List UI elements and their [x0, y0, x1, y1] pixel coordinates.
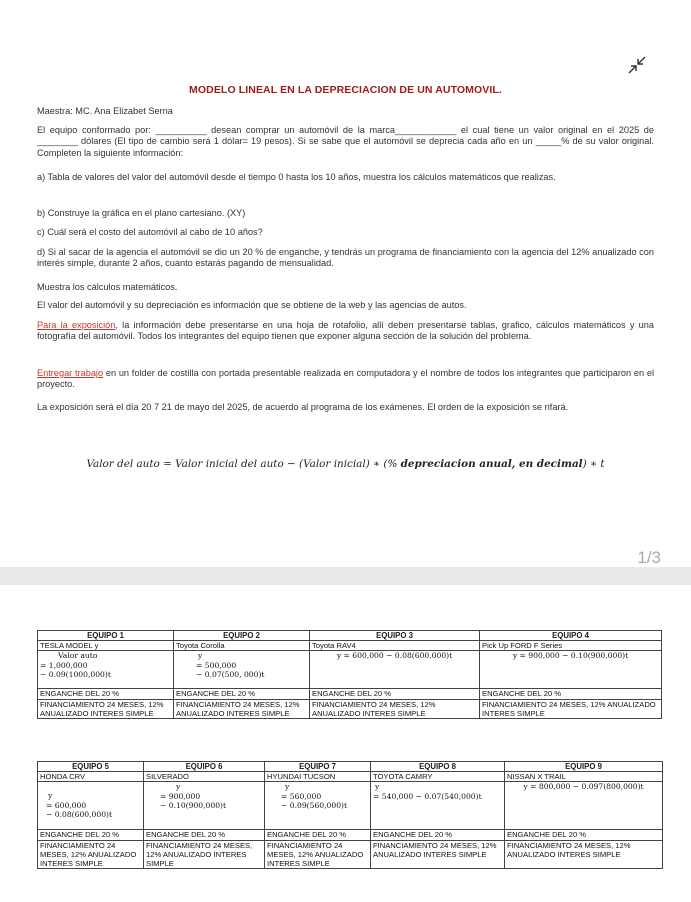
- down-payment-cell: ENGANCHE DEL 20 %: [310, 689, 480, 699]
- document-title: MODELO LINEAL EN LA DEPRECIACION DE UN AUTOMOVIL.: [189, 84, 502, 96]
- teacher-line: Maestra: MC. Ana Elizabet Serna: [37, 106, 173, 116]
- exposition-text: , la información debe presentarse en una hoja de rotafolio, allí deben presentarse tablas, grafico, cálculos matemáticos y una fotografía del automóvil. Todos los integrantes del equipo tienen que exponer alguna sección de la solución del problema.: [37, 320, 654, 342]
- deliver-paragraph: [37, 368, 654, 391]
- equation-cell: y = 560,000 − 0.09(560,000)t: [265, 782, 371, 830]
- table-row: [38, 762, 663, 772]
- car-model: Toyota RAV4: [310, 641, 480, 651]
- team-header: EQUIPO 2: [174, 631, 310, 641]
- car-model: TOYOTA CAMRY: [371, 772, 505, 782]
- finance-cell: FINANCIAMIENTO 24 MESES, 12% ANUALIZADO INTERES SIMPLE: [310, 699, 480, 718]
- down-payment-cell: ENGANCHE DEL 20 %: [480, 689, 662, 699]
- item-a: a) Tabla de valores del valor del automóvil desde el tiempo 0 hasta los 10 años, muestra los cálculos matemáticos que realizas.: [37, 172, 556, 182]
- team-header: EQUIPO 3: [310, 631, 480, 641]
- table-row: [38, 651, 662, 689]
- finance-cell: FINANCIAMIENTO 24 MESES, 12% ANUALIZADO INTERES SIMPLE: [38, 699, 174, 718]
- car-model: Pick Up FORD F Series: [480, 641, 662, 651]
- teams-table-1: [37, 630, 662, 719]
- down-payment-cell: ENGANCHE DEL 20 %: [265, 830, 371, 840]
- page-divider: [0, 567, 691, 585]
- table-row: [38, 699, 662, 718]
- date-paragraph: La exposición será el día 20 7 21 de mayo del 2025, de acuerdo al programa de los exámenes. El orden de la exposición se rifará.: [37, 402, 569, 412]
- team-header: EQUIPO 6: [144, 762, 265, 772]
- down-payment-cell: ENGANCHE DEL 20 %: [371, 830, 505, 840]
- equation-cell: y = 800,000 − 0.097(800,000)t: [505, 782, 663, 830]
- table-row: [38, 782, 663, 830]
- finance-cell: FINANCIAMIENTO 24 MESES, 12% ANUALIZADO INTERES SIMPLE: [480, 699, 662, 718]
- equation-cell: y = 500,000 − 0.07(500, 000)t: [174, 651, 310, 689]
- table-row: [38, 689, 662, 699]
- car-model: NISSAN X TRAIL: [505, 772, 663, 782]
- deliver-link[interactable]: Entregar trabajo: [37, 368, 104, 378]
- finance-cell: FINANCIAMIENTO 24 MESES, 12% ANUALIZADO INTERES SIMPLE: [505, 840, 663, 869]
- team-header: EQUIPO 1: [38, 631, 174, 641]
- car-model: HYUNDAI TUCSON: [265, 772, 371, 782]
- item-d: d) Si al sacar de la agencia el automóvil se dio un 20 % de enganche, y tendrás un programa de financiamiento con la agencia del 12% anualizado con interés simple, durante 2 años, cuanto estarás pagando de mensualidad.: [37, 247, 654, 269]
- finance-cell: FINANCIAMIENTO 24 MESES, 12% ANUALIZADO INTERES SIMPLE: [371, 840, 505, 869]
- team-header: EQUIPO 5: [38, 762, 144, 772]
- finance-cell: FINANCIAMIENTO 24 MESES, 12% ANUALIZADO INTERES SIMPLE: [174, 699, 310, 718]
- teams-table-2: [37, 761, 663, 869]
- team-header: EQUIPO 9: [505, 762, 663, 772]
- equation-cell: y = 540,000 − 0.07(540,000)t: [371, 782, 505, 830]
- depreciation-formula: Valor del auto = Valor inicial del auto − (Valor inicial) ∗ (% depreciacion anual, en decimal) ∗ t: [86, 458, 605, 470]
- finance-cell: FINANCIAMIENTO 24 MESES, 12% ANUALIZADO INTERES SIMPLE: [144, 840, 265, 869]
- exposition-paragraph: [37, 320, 654, 343]
- table-row: [38, 641, 662, 651]
- car-model: HONDA CRV: [38, 772, 144, 782]
- down-payment-cell: ENGANCHE DEL 20 %: [38, 689, 174, 699]
- exit-fullscreen-icon: [627, 55, 647, 75]
- item-c: c) Cuál será el costo del automóvil al cabo de 10 años?: [37, 227, 263, 237]
- equation-cell: y = 900,000 − 0.10(900,000)t: [480, 651, 662, 689]
- equation-cell: y = 600,000 − 0.08(600,000)t: [38, 782, 144, 830]
- team-header: EQUIPO 7: [265, 762, 371, 772]
- down-payment-cell: ENGANCHE DEL 20 %: [38, 830, 144, 840]
- down-payment-cell: ENGANCHE DEL 20 %: [174, 689, 310, 699]
- finance-cell: FINANCIAMIENTO 24 MESES, 12% ANUALIZADO INTERES SIMPLE: [38, 840, 144, 869]
- finance-cell: FINANCIAMIENTO 24 MESES, 12% ANUALIZADO INTERES SIMPLE: [265, 840, 371, 869]
- down-payment-cell: ENGANCHE DEL 20 %: [505, 830, 663, 840]
- down-payment-cell: ENGANCHE DEL 20 %: [144, 830, 265, 840]
- table-row: [38, 840, 663, 869]
- car-model: Toyota Corolla: [174, 641, 310, 651]
- table-row: [38, 830, 663, 840]
- equation-cell: Valor auto = 1,000,000 − 0.09(1000,000)t: [38, 651, 174, 689]
- table-row: [38, 631, 662, 641]
- info-source-line: El valor del automóvil y su depreciación es información que se obtiene de la web y las agencias de autos.: [37, 300, 467, 310]
- show-calcs-line: Muestra los cálculos matemáticos.: [37, 282, 178, 292]
- deliver-text: en un folder de costilla con portada presentable realizada en computadora y el nombre de todos los integrantes que participaron en el proyecto.: [37, 368, 654, 390]
- team-header: EQUIPO 8: [371, 762, 505, 772]
- exposition-link[interactable]: Para la exposición: [37, 320, 116, 330]
- table-row: [38, 772, 663, 782]
- equation-cell: y = 900,000 − 0.10(900,000)t: [144, 782, 265, 830]
- equation-cell: y = 600,000 − 0.08(600,000)t: [310, 651, 480, 689]
- item-b: b) Construye la gráfica en el plano cartesiano. (XY): [37, 208, 246, 218]
- exit-fullscreen-button[interactable]: [627, 55, 647, 75]
- car-model: SILVERADO: [144, 772, 265, 782]
- page-indicator: 1/3: [637, 548, 661, 567]
- team-header: EQUIPO 4: [480, 631, 662, 641]
- car-model: TESLA MODEL y: [38, 641, 174, 651]
- intro-paragraph: El equipo conformado por: __________ desean comprar un automóvil de la marca____________ el cual tiene un valor original en el 2025 de ________ dólares (El tipo de cambio será 1 dólar= 19 pesos). Si se sabe que el automóvil se deprecia cada año en un _____% de su valor original. Completen la siguiente información:: [37, 125, 654, 158]
